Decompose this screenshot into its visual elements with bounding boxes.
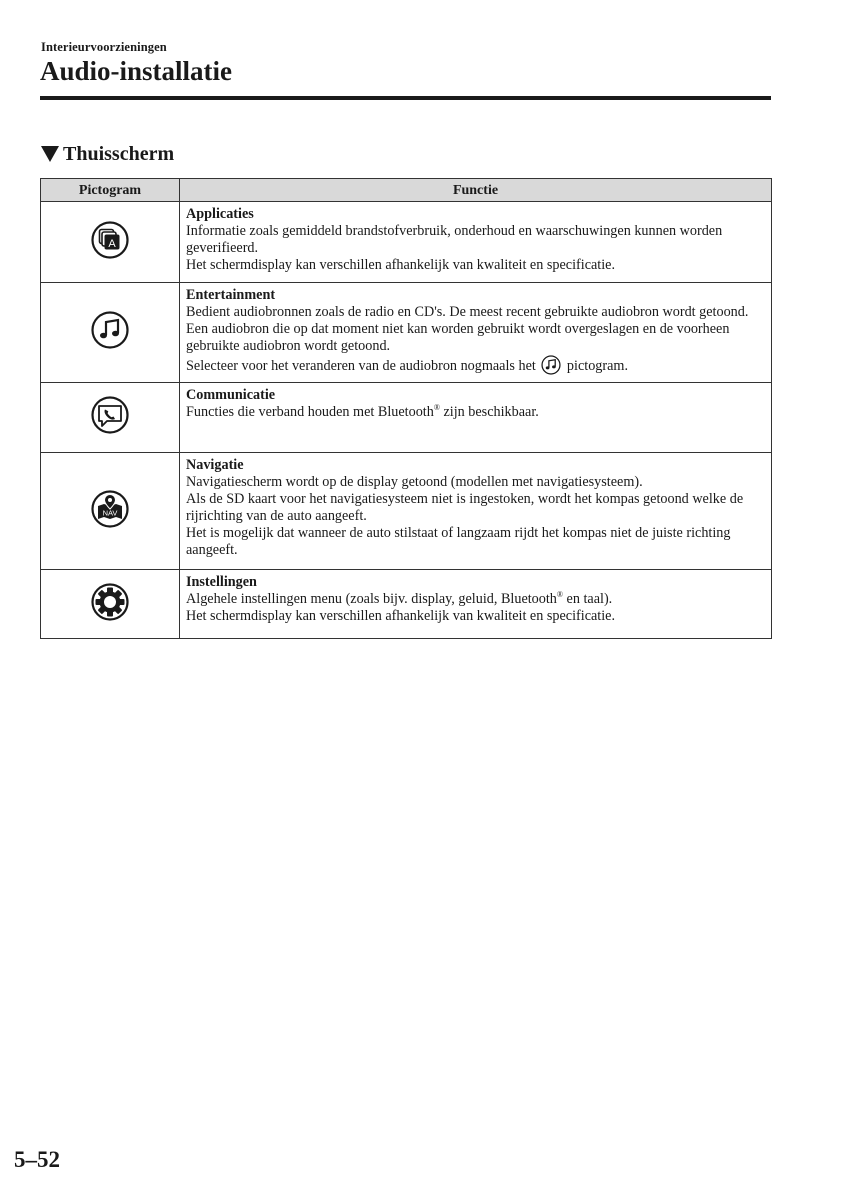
function-text: Bedient audiobronnen zoals de radio en CD's. De meest recent gebruikte audiobron wordt getoond. Een audiobron die op dat moment niet kan worden gebruikt wordt overgeslagen en de voorheen gebruikte audiobron wordt getoond.	[186, 304, 749, 354]
registered-mark: ®	[433, 403, 440, 412]
function-text: pictogram.	[566, 358, 628, 374]
applications-icon-letter: A	[108, 237, 116, 250]
subsection-heading	[40, 142, 174, 166]
function-title: Applicaties	[186, 206, 254, 222]
function-text: Het schermdisplay kan verschillen afhankelijk van kwaliteit en specificatie.	[186, 608, 616, 624]
registered-mark: ®	[556, 590, 563, 599]
function-text: en taal).	[562, 591, 613, 607]
function-text-line	[186, 404, 766, 421]
function-text: Het schermdisplay kan verschillen afhankelijk van kwaliteit en specificatie.	[186, 257, 616, 273]
function-text: Als de SD kaart voor het navigatiesysteem niet is ingestoken, wordt het kompas getoond welke de rijrichting van de auto aangeeft.	[186, 491, 744, 524]
table-row	[41, 202, 772, 283]
function-cell	[180, 453, 772, 570]
table-row	[41, 570, 772, 639]
function-text: Informatie zoals gemiddeld brandstofverbruik, onderhoud en waarschuwingen kunnen worden geverifieerd.	[186, 223, 723, 256]
column-header-pictogram: Pictogram	[41, 179, 180, 202]
function-text: Functies die verband houden met Bluetooth	[186, 404, 434, 420]
title-rule	[40, 96, 771, 100]
function-cell	[180, 283, 772, 383]
pictogram-cell	[41, 202, 180, 283]
function-cell	[180, 202, 772, 283]
triangle-down-icon	[40, 145, 60, 163]
applications-icon	[91, 221, 129, 259]
function-title: Communicatie	[186, 387, 276, 403]
function-text: Algehele instellingen menu (zoals bijv. display, geluid, Bluetooth	[186, 591, 557, 607]
function-title: Navigatie	[186, 457, 244, 473]
pictogram-cell	[41, 453, 180, 570]
function-text: zijn beschikbaar.	[439, 404, 539, 420]
table-header-row	[41, 179, 772, 202]
pictogram-cell	[41, 570, 180, 639]
music-note-icon	[91, 311, 129, 349]
phone-chat-icon	[91, 396, 129, 434]
nav-icon-label: NAV	[102, 508, 118, 517]
table-row	[41, 383, 772, 453]
function-text-with-icon	[186, 355, 766, 375]
pictogram-cell	[41, 383, 180, 453]
page-number: 5–52	[14, 1147, 60, 1172]
page-title: Audio-installatie	[40, 56, 233, 86]
function-cell	[180, 570, 772, 639]
function-cell	[180, 383, 772, 453]
table-row	[41, 453, 772, 570]
settings-gear-icon	[91, 583, 129, 621]
icon-table	[40, 178, 772, 639]
function-text: Het is mogelijk dat wanneer de auto stilstaat of langzaam rijdt het kompas niet de juiste richting aangeeft.	[186, 525, 731, 558]
table-row	[41, 283, 772, 383]
function-title: Instellingen	[186, 574, 257, 590]
function-title: Entertainment	[186, 287, 276, 303]
subsection-title: Thuisscherm	[63, 143, 175, 165]
function-text: Navigatiescherm wordt op de display getoond (modellen met navigatiesysteem).	[186, 474, 643, 490]
navigation-map-icon	[91, 490, 129, 528]
function-text: Selecteer voor het veranderen van de audiobron nogmaals het	[186, 358, 536, 374]
section-label: Interieurvoorzieningen	[41, 40, 167, 54]
column-header-functie: Functie	[180, 179, 772, 202]
pictogram-cell	[41, 283, 180, 383]
music-note-icon	[541, 355, 561, 375]
function-text-line	[186, 591, 766, 608]
